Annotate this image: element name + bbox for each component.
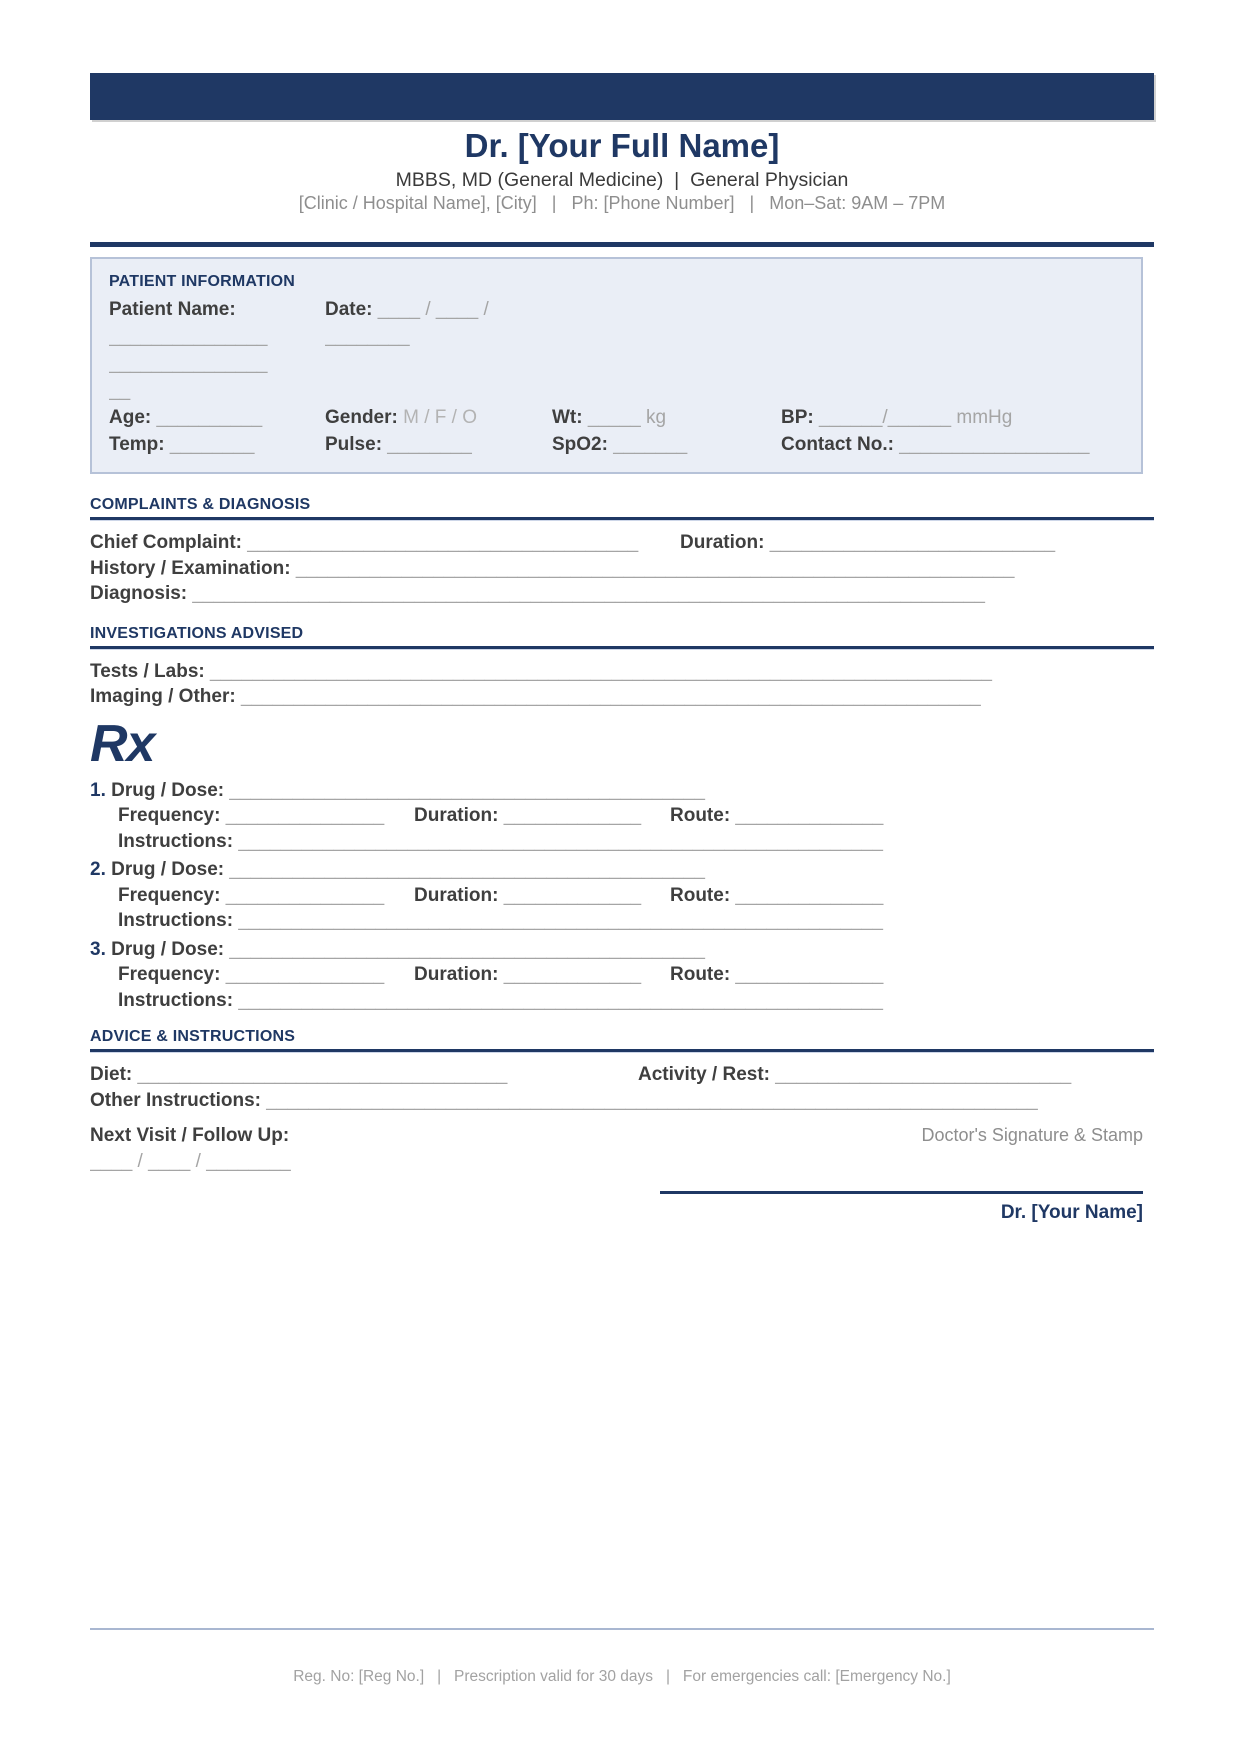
patient-name-line[interactable]: _______________	[109, 353, 268, 374]
next-visit-label: Next Visit / Follow Up:	[90, 1125, 290, 1146]
header-divider	[90, 242, 1154, 247]
frequency-label: Frequency:	[118, 884, 221, 906]
page-footer	[90, 1628, 1154, 1686]
drug-dose-line[interactable]: _____________________________________________	[224, 779, 705, 801]
complaints-divider	[90, 517, 1154, 521]
investigations-divider	[90, 646, 1154, 650]
drug-dose-line[interactable]: _____________________________________________	[224, 859, 705, 880]
spo2-label: SpO2:	[552, 434, 608, 455]
imaging-field	[90, 684, 1154, 710]
complaint-duration-field	[680, 530, 1154, 556]
route-line[interactable]: ______________	[730, 884, 884, 906]
activity-label: Activity / Rest:	[638, 1064, 770, 1085]
patient-name-line[interactable]: __	[109, 380, 131, 401]
date-line-wrap[interactable]: ________	[325, 326, 410, 347]
bp-label: BP:	[781, 407, 814, 428]
other-instructions-field	[90, 1088, 1154, 1114]
investigations-section	[90, 659, 1154, 710]
temp-label: Temp:	[109, 434, 165, 455]
imaging-label: Imaging / Other:	[90, 686, 236, 707]
advice-section	[90, 1062, 1154, 1113]
pulse-field	[325, 431, 552, 458]
drug-dose-line[interactable]: _____________________________________________	[224, 938, 705, 960]
chief-complaint-field	[90, 530, 680, 556]
frequency-line[interactable]: _______________	[220, 964, 385, 985]
complaint-duration-line[interactable]: ___________________________	[764, 532, 1056, 553]
frequency-line[interactable]: _______________	[220, 805, 385, 826]
activity-field	[638, 1062, 1154, 1088]
signature-doctor-name: Dr. [Your Name]	[1000, 1201, 1143, 1223]
other-instructions-label: Other Instructions:	[90, 1089, 262, 1111]
investigations-heading: INVESTIGATIONS ADVISED	[90, 624, 304, 642]
diagnosis-field	[90, 581, 1154, 607]
drug-number: 3.	[90, 938, 106, 960]
temp-field	[109, 431, 325, 458]
duration-field	[414, 883, 670, 909]
temp-line[interactable]: ________	[164, 434, 255, 455]
instructions-field	[90, 829, 1154, 855]
prescription-entry-2	[90, 857, 1154, 934]
instructions-label: Instructions:	[118, 830, 234, 852]
patient-name-label: Patient Name:	[109, 299, 236, 320]
prescription-entry-3	[90, 937, 1154, 1014]
history-label: History / Examination:	[90, 557, 291, 579]
weight-line[interactable]: _____ kg	[582, 407, 667, 428]
bp-line[interactable]: ______/______ mmHg	[813, 407, 1013, 428]
next-visit-line[interactable]: ____ / ____ / ________	[90, 1150, 291, 1172]
chief-complaint-label: Chief Complaint:	[90, 532, 242, 553]
doctor-credentials: MBBS, MD (General Medicine) | General Physician	[395, 169, 849, 191]
duration-line[interactable]: _____________	[498, 964, 642, 985]
tests-label: Tests / Labs:	[90, 660, 205, 682]
route-field	[670, 803, 1154, 829]
signature-line[interactable]	[660, 1191, 1143, 1194]
drug-dose-label: Drug / Dose:	[111, 859, 225, 880]
next-visit-field	[90, 1123, 660, 1224]
contact-field	[781, 431, 1125, 458]
diet-field	[90, 1062, 638, 1088]
drug-dose-label: Drug / Dose:	[111, 938, 225, 960]
diagnosis-label: Diagnosis:	[90, 583, 188, 604]
drug-number: 1.	[90, 779, 106, 801]
spo2-line[interactable]: _______	[607, 434, 688, 455]
duration-label: Duration:	[414, 805, 499, 826]
duration-line[interactable]: _____________	[498, 805, 642, 826]
route-label: Route:	[670, 884, 731, 906]
age-field	[109, 404, 325, 431]
weight-label: Wt:	[552, 407, 583, 428]
bp-field	[781, 404, 1125, 431]
route-label: Route:	[670, 964, 731, 985]
gender-label: Gender:	[325, 407, 398, 428]
frequency-label: Frequency:	[118, 805, 221, 826]
age-label: Age:	[109, 407, 152, 428]
followup-signature-row	[90, 1123, 1154, 1224]
instructions-label: Instructions:	[118, 989, 234, 1011]
date-line[interactable]: ____ / ____ /	[372, 299, 489, 320]
instructions-line[interactable]: _____________________________________________________________	[233, 830, 883, 852]
instructions-field	[90, 988, 1154, 1014]
advice-divider	[90, 1049, 1154, 1053]
patient-name-date-row	[109, 296, 1125, 404]
patient-information-heading: PATIENT INFORMATION	[109, 273, 296, 290]
route-line[interactable]: ______________	[730, 805, 884, 826]
vitals-row-2	[109, 431, 1125, 458]
patient-information-box	[90, 257, 1143, 474]
footer-divider	[90, 1628, 1154, 1630]
diet-line[interactable]: ___________________________________	[132, 1064, 508, 1085]
instructions-field	[90, 908, 1154, 934]
frequency-label: Frequency:	[118, 964, 221, 985]
duration-field	[414, 803, 670, 829]
history-line[interactable]: ____________________________________________________________________	[290, 557, 1015, 579]
complaints-heading: COMPLAINTS & DIAGNOSIS	[90, 496, 311, 513]
route-field	[670, 962, 1154, 988]
contact-label: Contact No.:	[781, 434, 894, 455]
diagnosis-line[interactable]: ___________________________________________________________________________	[187, 583, 985, 604]
duration-label: Duration:	[414, 964, 499, 985]
vitals-row-1	[109, 404, 1125, 431]
date-field	[325, 296, 1125, 404]
duration-label: Duration:	[414, 884, 499, 906]
instructions-line[interactable]: _____________________________________________________________	[233, 910, 883, 931]
other-instructions-line[interactable]: _________________________________________________________________________	[261, 1089, 1038, 1111]
spo2-field	[552, 431, 781, 458]
tests-field	[90, 659, 1154, 685]
patient-name-line[interactable]: _______________	[109, 326, 268, 347]
advice-heading: ADVICE & INSTRUCTIONS	[90, 1028, 296, 1045]
prescription-entry-1	[90, 778, 1154, 855]
route-field	[670, 883, 1154, 909]
gender-field	[325, 404, 552, 431]
patient-name-field	[109, 296, 325, 404]
drug-number: 2.	[90, 859, 106, 880]
footer-text: Reg. No: [Reg No.] | Prescription valid for 30 days | For emergencies call: [Emergency No.]	[293, 1668, 951, 1685]
header-bar	[90, 73, 1154, 120]
diet-label: Diet:	[90, 1064, 133, 1085]
instructions-line[interactable]: _____________________________________________________________	[233, 989, 883, 1011]
frequency-field	[118, 962, 414, 988]
signature-caption: Doctor's Signature & Stamp	[921, 1125, 1143, 1145]
history-field	[90, 556, 1154, 582]
age-line[interactable]: __________	[151, 407, 263, 428]
contact-line[interactable]: __________________	[893, 434, 1090, 455]
pulse-line[interactable]: ________	[382, 434, 472, 455]
weight-field	[552, 404, 781, 431]
frequency-field	[118, 803, 414, 829]
frequency-field	[118, 883, 414, 909]
doctor-name-title: Dr. [Your Full Name]	[464, 127, 780, 164]
activity-line[interactable]: ____________________________	[769, 1064, 1072, 1085]
frequency-line[interactable]: _______________	[220, 884, 385, 906]
signature-block	[660, 1123, 1143, 1224]
date-label: Date:	[325, 299, 373, 320]
imaging-line[interactable]: ______________________________________________________________________	[235, 686, 981, 707]
complaint-duration-label: Duration:	[680, 532, 765, 553]
complaints-section	[90, 530, 1154, 607]
clinic-info-line: [Clinic / Hospital Name], [City] | Ph: [Phone Number] | Mon–Sat: 9AM – 7PM	[298, 193, 946, 213]
duration-field	[414, 962, 670, 988]
gender-options[interactable]: M / F / O	[397, 407, 478, 428]
tests-line[interactable]: __________________________________________________________________________	[204, 660, 992, 682]
rx-symbol: Rx	[90, 714, 155, 773]
duration-line[interactable]: _____________	[498, 884, 642, 906]
route-line[interactable]: ______________	[730, 964, 884, 985]
pulse-label: Pulse:	[325, 434, 383, 455]
instructions-label: Instructions:	[118, 910, 234, 931]
drug-dose-label: Drug / Dose:	[111, 779, 225, 801]
route-label: Route:	[670, 805, 731, 826]
chief-complaint-line[interactable]: _____________________________________	[242, 532, 639, 553]
